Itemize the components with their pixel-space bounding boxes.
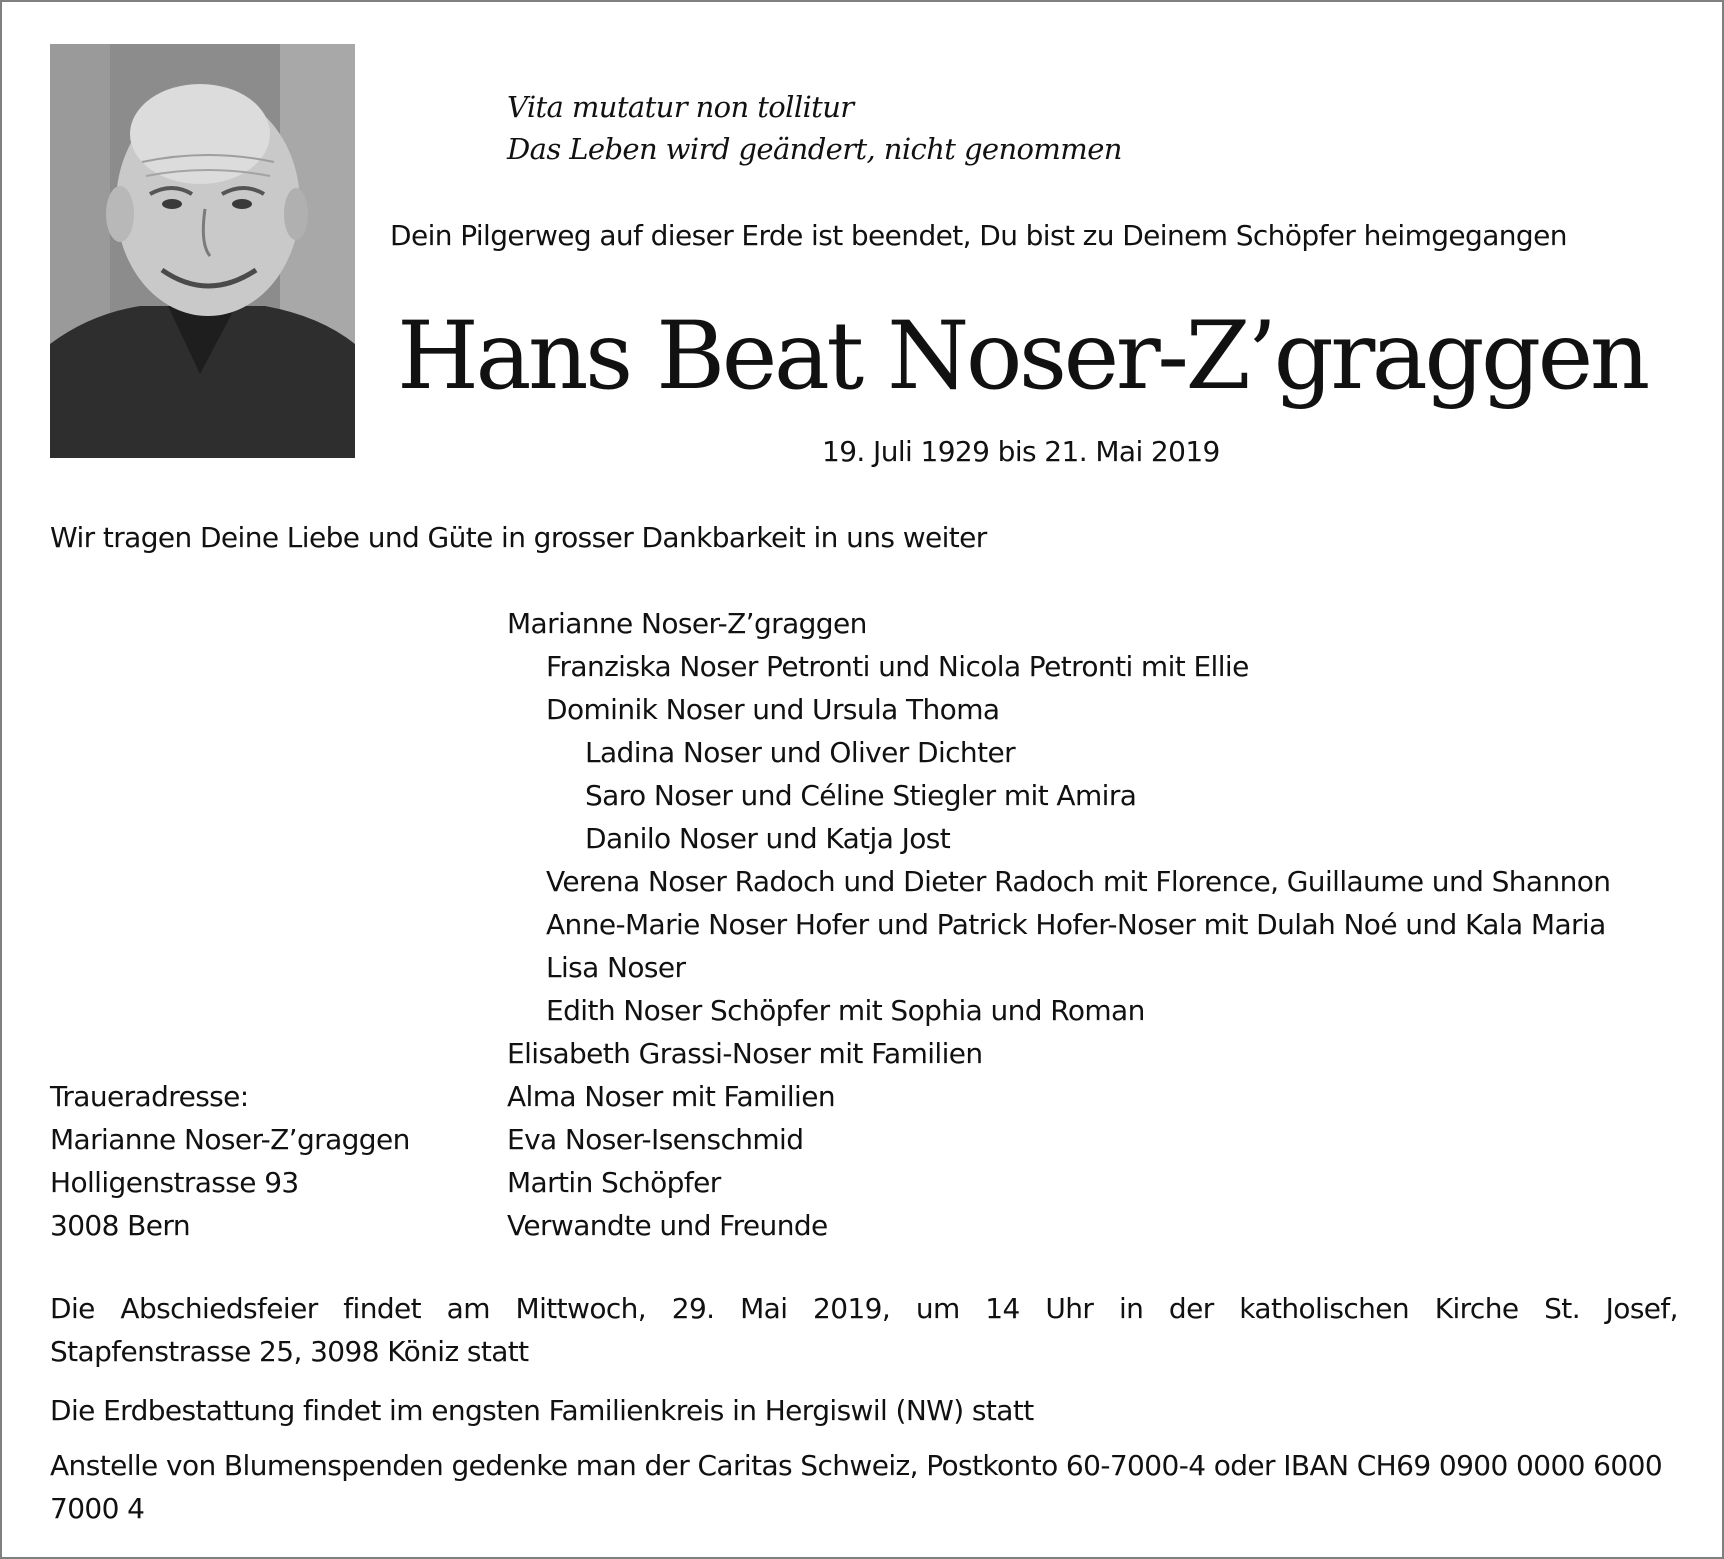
family-member: Lisa Noser — [546, 951, 686, 984]
family-member: Alma Noser mit Familien — [507, 1080, 835, 1113]
quote-latin: Vita mutatur non tollitur — [507, 90, 854, 124]
ceremony-info — [50, 1287, 1678, 1373]
family-member: Anne-Marie Noser Hofer und Patrick Hofer-Noser mit Dulah Noé und Kala Maria — [546, 908, 1606, 941]
thanks-line: Wir tragen Deine Liebe und Güte in grosser Dankbarkeit in uns weiter — [50, 521, 987, 554]
quote-german: Das Leben wird geändert, nicht genommen — [507, 132, 1122, 166]
family-member: Eva Noser-Isenschmid — [507, 1123, 804, 1156]
deceased-name: Hans Beat Noser-Z’graggen — [397, 302, 1647, 411]
ceremony-line-1: Die Abschiedsfeier findet am Mittwoch, 29. Mai 2019, um 14 Uhr in der katholischen Kirche St. Josef, — [50, 1292, 1678, 1325]
family-member: Franziska Noser Petronti und Nicola Petronti mit Ellie — [546, 650, 1249, 683]
family-member: Ladina Noser und Oliver Dichter — [585, 736, 1015, 769]
mourning-address — [50, 1075, 410, 1247]
quote — [507, 86, 1122, 170]
family-member: Danilo Noser und Katja Jost — [585, 822, 951, 855]
family-list — [507, 602, 1610, 1247]
family-member: Dominik Noser und Ursula Thoma — [546, 693, 1000, 726]
ceremony-line-2: Stapfenstrasse 25, 3098 Köniz statt — [50, 1335, 529, 1368]
address-street: Holligenstrasse 93 — [50, 1166, 299, 1199]
burial-info: Die Erdbestattung findet im engsten Familienkreis in Hergiswil (NW) statt — [50, 1394, 1034, 1427]
family-member: Marianne Noser-Z’graggen — [507, 607, 867, 640]
family-member: Elisabeth Grassi-Noser mit Familien — [507, 1037, 983, 1070]
family-member: Edith Noser Schöpfer mit Sophia und Roman — [546, 994, 1145, 1027]
intro-text: Dein Pilgerweg auf dieser Erde ist beendet, Du bist zu Deinem Schöpfer heimgegangen — [390, 219, 1567, 252]
family-member: Martin Schöpfer — [507, 1166, 721, 1199]
family-member: Verwandte und Freunde — [507, 1209, 828, 1242]
portrait-illustration — [50, 44, 355, 458]
family-member: Saro Noser und Céline Stiegler mit Amira — [585, 779, 1137, 812]
address-label: Traueradresse: — [50, 1080, 249, 1113]
address-name: Marianne Noser-Z’graggen — [50, 1123, 410, 1156]
address-city: 3008 Bern — [50, 1209, 190, 1242]
family-member: Verena Noser Radoch und Dieter Radoch mit Florence, Guillaume und Shannon — [546, 865, 1611, 898]
life-dates: 19. Juli 1929 bis 21. Mai 2019 — [822, 435, 1220, 468]
portrait-photo — [50, 44, 355, 458]
donation-info: Anstelle von Blumenspenden gedenke man der Caritas Schweiz, Postkonto 60-7000-4 oder IBAN CH69 0900 0000 6000 7000 4 — [50, 1449, 1663, 1525]
